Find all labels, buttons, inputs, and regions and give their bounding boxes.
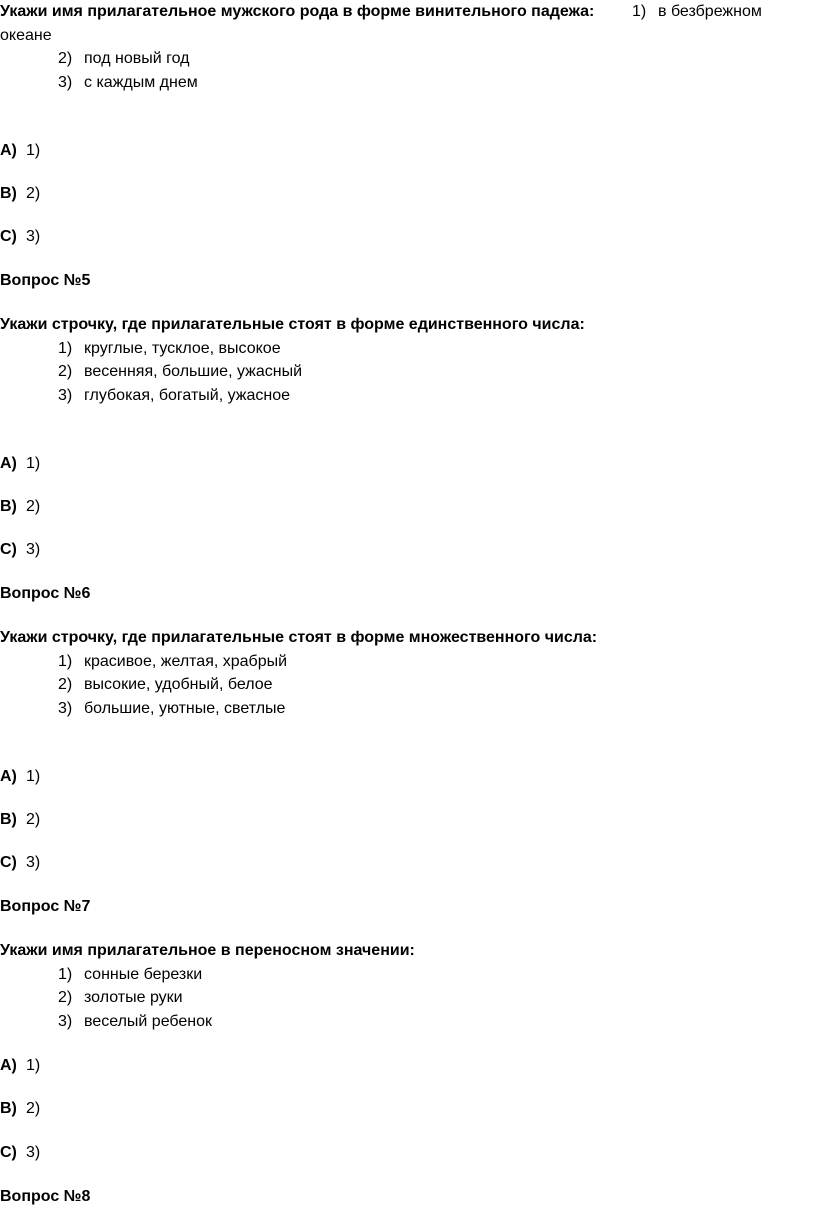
answer-value: 1) <box>26 142 41 159</box>
answer-letter: A) <box>0 455 17 472</box>
question-6-item-1 <box>58 652 287 672</box>
item-text: глубокая, богатый, ужасное <box>84 387 291 404</box>
item-number: 2) <box>58 676 73 693</box>
question-4-item-1 <box>632 2 762 22</box>
question-6-item-3 <box>58 699 285 719</box>
answer-option-b[interactable] <box>0 497 40 517</box>
question-5-item-2 <box>58 362 302 382</box>
question-5-item-3 <box>58 386 290 406</box>
item-number: 2) <box>58 50 73 67</box>
item-text: весенняя, большие, ужасный <box>84 363 303 380</box>
question-6-title: Вопрос №6 <box>0 585 91 602</box>
answer-value: 1) <box>26 768 41 785</box>
question-4-item-1-continued: океане <box>0 27 52 44</box>
item-number: 1) <box>58 653 73 670</box>
item-number: 3) <box>58 387 73 404</box>
question-6-item-2 <box>58 675 273 695</box>
item-text: веселый ребенок <box>84 1013 213 1030</box>
answer-letter: A) <box>0 1057 17 1074</box>
answer-letter: B) <box>0 185 17 202</box>
item-number: 3) <box>58 700 73 717</box>
answer-value: 3) <box>26 228 41 245</box>
question-4-item-3 <box>58 73 198 93</box>
answer-value: 2) <box>26 811 41 828</box>
question-8-title: Вопрос №8 <box>0 1188 91 1205</box>
question-7-item-2 <box>58 988 183 1008</box>
answer-option-a[interactable] <box>0 1056 40 1076</box>
answer-option-c[interactable] <box>0 853 40 873</box>
question-7-text: Укажи имя прилагательное в переносном значении: <box>0 942 415 959</box>
item-text: в безбрежном <box>658 3 762 20</box>
answer-option-b[interactable] <box>0 810 40 830</box>
item-number: 1) <box>58 340 73 357</box>
answer-value: 3) <box>26 854 41 871</box>
answer-letter: A) <box>0 142 17 159</box>
item-number: 1) <box>58 966 73 983</box>
answer-value: 1) <box>26 455 41 472</box>
question-4-text: Укажи имя прилагательное мужского рода в форме винительного падежа: <box>0 3 595 20</box>
item-text: большие, уютные, светлые <box>84 700 286 717</box>
item-text: с каждым днем <box>84 74 198 91</box>
answer-letter: A) <box>0 768 17 785</box>
answer-option-a[interactable] <box>0 141 40 161</box>
answer-option-a[interactable] <box>0 454 40 474</box>
item-text: сонные березки <box>84 966 203 983</box>
question-5-title: Вопрос №5 <box>0 272 91 289</box>
answer-option-c[interactable] <box>0 1143 40 1163</box>
answer-letter: B) <box>0 811 17 828</box>
item-number: 2) <box>58 363 73 380</box>
question-7-item-3 <box>58 1012 212 1032</box>
item-number: 3) <box>58 74 73 91</box>
answer-value: 3) <box>26 541 41 558</box>
item-text: золотые руки <box>84 989 183 1006</box>
question-4-item-2 <box>58 49 189 69</box>
answer-value: 1) <box>26 1057 41 1074</box>
item-text: круглые, тусклое, высокое <box>84 340 281 357</box>
item-text: под новый год <box>84 50 190 67</box>
question-7-item-1 <box>58 965 202 985</box>
answer-letter: B) <box>0 1100 17 1117</box>
answer-letter: C) <box>0 228 17 245</box>
answer-value: 2) <box>26 498 41 515</box>
item-number: 3) <box>58 1013 73 1030</box>
answer-option-b[interactable] <box>0 184 40 204</box>
answer-letter: C) <box>0 541 17 558</box>
answer-value: 2) <box>26 1100 41 1117</box>
question-5-item-1 <box>58 339 281 359</box>
answer-option-b[interactable] <box>0 1099 40 1119</box>
answer-option-c[interactable] <box>0 227 40 247</box>
item-text: красивое, желтая, храбрый <box>84 653 288 670</box>
question-7-title: Вопрос №7 <box>0 898 91 915</box>
answer-option-a[interactable] <box>0 767 40 787</box>
answer-letter: C) <box>0 1144 17 1161</box>
question-6-text: Укажи строчку, где прилагательные стоят в форме множественного числа: <box>0 629 598 646</box>
answer-option-c[interactable] <box>0 540 40 560</box>
answer-letter: C) <box>0 854 17 871</box>
question-5-text: Укажи строчку, где прилагательные стоят в форме единственного числа: <box>0 316 585 333</box>
item-number: 2) <box>58 989 73 1006</box>
item-number: 1) <box>632 3 647 20</box>
item-text: высокие, удобный, белое <box>84 676 273 693</box>
answer-value: 2) <box>26 185 41 202</box>
answer-letter: B) <box>0 498 17 515</box>
answer-value: 3) <box>26 1144 41 1161</box>
